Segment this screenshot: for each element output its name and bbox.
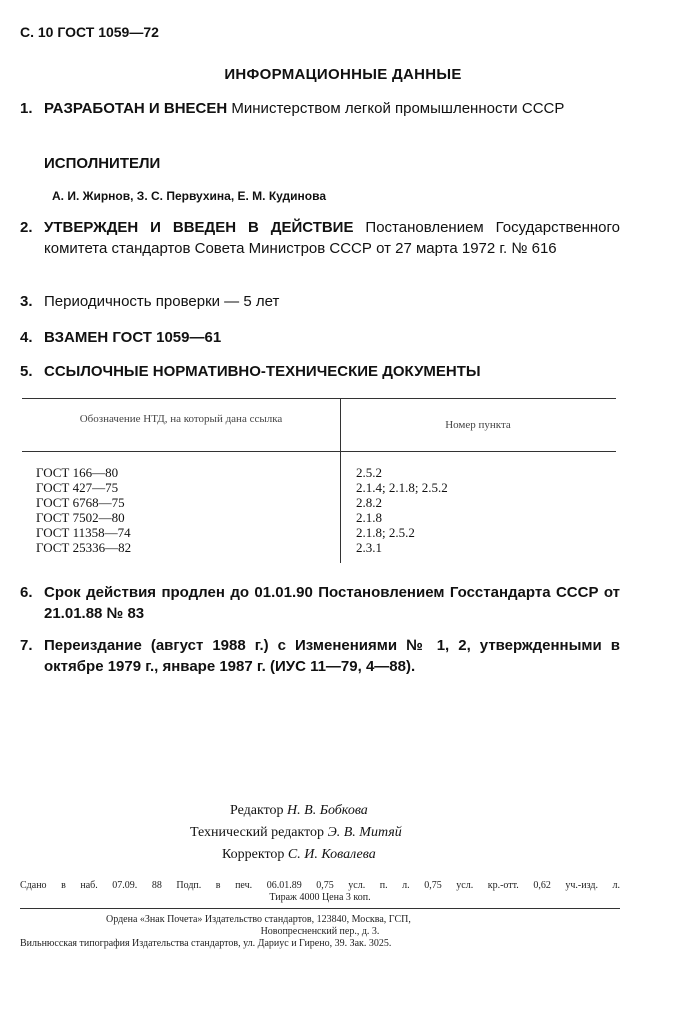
- table-row: [22, 510, 616, 525]
- page-header: С. 10 ГОСТ 1059—72: [20, 24, 159, 40]
- item-text: Переиздание (август 1988 г.) с Изменениями № 1, 2, утвержденными в октябре 1979 г., январе 1987 г. (ИУС 11—79, 4—88).: [44, 637, 620, 675]
- row-clause: 2.3.1: [356, 540, 382, 555]
- publisher-address: Новопресненский пер., д. 3.: [260, 926, 380, 937]
- page-title: ИНФОРМАЦИОННЫЕ ДАННЫЕ: [224, 66, 462, 83]
- row-clause: 2.5.2: [356, 465, 382, 480]
- table-row: [22, 495, 616, 510]
- item-number: 5.: [20, 363, 33, 380]
- editor-name: Н. В. Бобкова: [287, 803, 368, 818]
- table-row: [22, 540, 616, 555]
- table-row: [22, 480, 616, 495]
- item-text: Периодичность проверки — 5 лет: [44, 293, 280, 310]
- row-clause: 2.1.4; 2.1.8; 2.5.2: [356, 480, 448, 495]
- info-item-3: [20, 291, 620, 312]
- corrector-label: Корректор: [222, 847, 285, 862]
- item-number: 1.: [20, 100, 33, 117]
- tech-editor-name: Э. В. Митяй: [327, 825, 402, 840]
- corrector-name: С. И. Ковалева: [287, 847, 376, 862]
- editor-label: Редактор: [230, 803, 284, 818]
- row-clause: 2.8.2: [356, 495, 382, 510]
- table-row: [22, 525, 616, 540]
- table-header-divider: [22, 451, 616, 452]
- table-row: [22, 465, 616, 480]
- item-number: 6.: [20, 584, 33, 601]
- item-text: Министерством легкой промышленности СССР: [227, 100, 565, 117]
- item-number: 3.: [20, 293, 33, 310]
- editorial-staff: [190, 800, 590, 866]
- item-number: 4.: [20, 329, 33, 346]
- item-number: 7.: [20, 637, 33, 654]
- info-item-2: [20, 217, 620, 259]
- publisher-line: Ордена «Знак Почета» Издательство стандартов, 123840, Москва, ГСП,: [106, 914, 411, 925]
- item-lead: ВЗАМЕН ГОСТ 1059—61: [44, 329, 222, 346]
- corrector-line: [190, 844, 590, 866]
- tech-editor-label: Технический редактор: [190, 825, 325, 840]
- row-clause: 2.1.8: [356, 510, 382, 525]
- imprint-line-1: Сдано в наб. 07.09. 88 Подп. в печ. 06.01.89 0,75 усл. п. л. 0,75 усл. кр.-отт. 0,62 уч.-изд. л.: [20, 880, 620, 891]
- item-text: Постановлением Государственного комитета стандартов Совета Министров СССР от 27 марта 1972 г. № 616: [44, 219, 620, 257]
- row-document: ГОСТ 7502—80: [36, 510, 125, 525]
- table-header-clause: Номер пункта: [445, 419, 511, 431]
- row-document: ГОСТ 6768—75: [36, 495, 125, 510]
- table-body: [22, 465, 616, 555]
- printing-block: [20, 914, 620, 950]
- tech-editor-line: [190, 822, 590, 844]
- item-number: 2.: [20, 219, 33, 236]
- imprint-block: [20, 880, 620, 904]
- info-item-1: [20, 98, 620, 119]
- item-lead: РАЗРАБОТАН И ВНЕСЕН: [44, 100, 228, 117]
- info-item-4: [20, 327, 620, 348]
- reference-table: [22, 398, 616, 563]
- printer-line: Вильнюсская типография Издательства стандартов, ул. Дариус и Гирено, 39. Зак. 3025.: [20, 938, 392, 949]
- info-item-7: [20, 635, 620, 677]
- row-document: ГОСТ 25336—82: [36, 540, 132, 555]
- executors-heading: ИСПОЛНИТЕЛИ: [44, 155, 161, 172]
- info-item-5: [20, 361, 620, 382]
- imprint-divider: [20, 908, 620, 909]
- row-document: ГОСТ 11358—74: [36, 525, 131, 540]
- executors-names: А. И. Жирнов, З. С. Первухина, Е. М. Кудинова: [52, 189, 326, 203]
- item-lead: УТВЕРЖДЕН И ВВЕДЕН В ДЕЙСТВИЕ: [44, 219, 354, 236]
- row-clause: 2.1.8; 2.5.2: [356, 525, 415, 540]
- row-document: ГОСТ 166—80: [36, 465, 119, 480]
- editor-line: [190, 800, 590, 822]
- info-item-6: [20, 582, 620, 624]
- item-lead: ССЫЛОЧНЫЕ НОРМАТИВНО-ТЕХНИЧЕСКИЕ ДОКУМЕНТЫ: [44, 363, 481, 380]
- item-text: Срок действия продлен до 01.01.90 Постановлением Госстандарта СССР от 21.01.88 № 83: [44, 584, 620, 622]
- imprint-line-2: Тираж 4000 Цена 3 коп.: [269, 892, 371, 903]
- row-document: ГОСТ 427—75: [36, 480, 119, 495]
- table-header-document: Обозначение НТД, на который дана ссылка: [79, 413, 283, 425]
